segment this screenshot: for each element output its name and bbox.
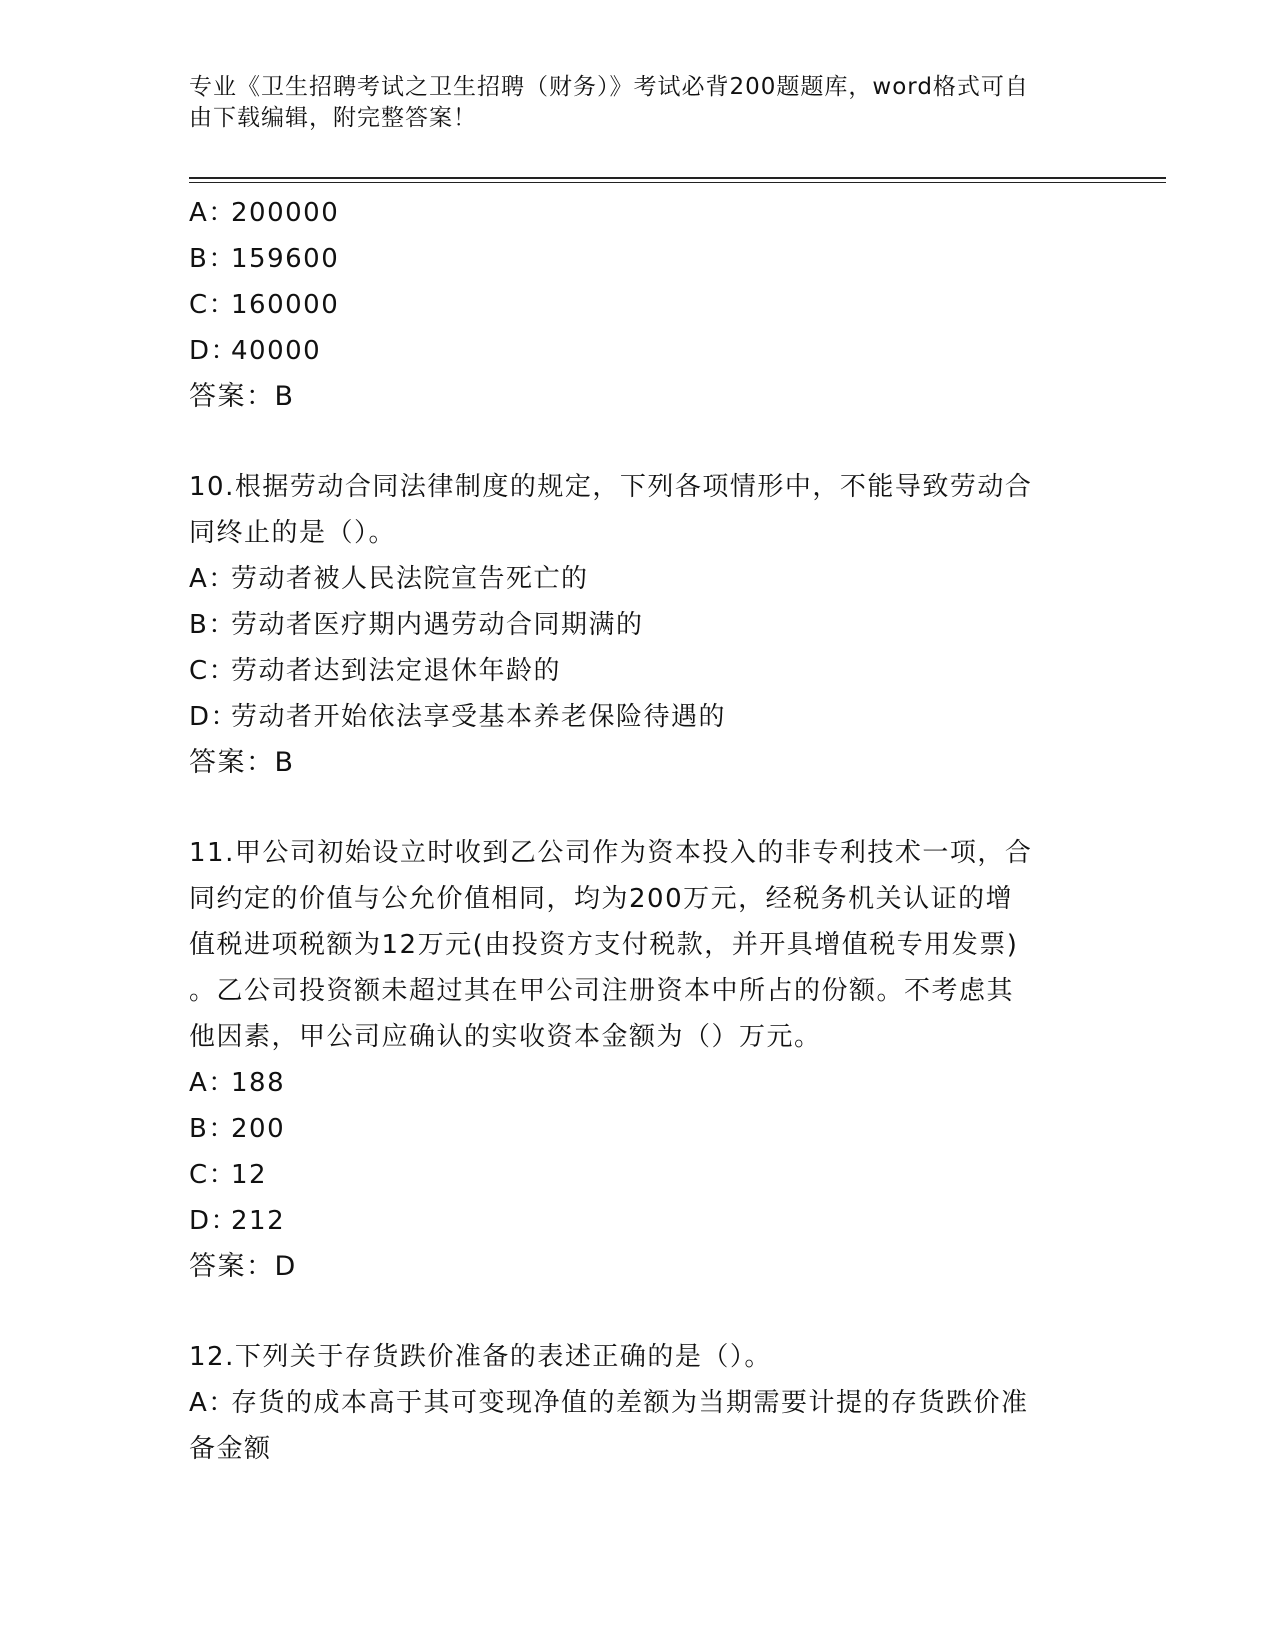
header-rule-thin (189, 182, 1166, 183)
document-header (189, 72, 1089, 134)
question-stem: 值税进项税额为12万元(由投资方支付税款，并开具增值税专用发票) (189, 930, 1019, 960)
question-stem: 12.下列关于存货跌价准备的表述正确的是（）。 (189, 1342, 772, 1372)
header-rule-thick (189, 177, 1166, 179)
option-c: C：劳动者达到法定退休年龄的 (189, 656, 562, 686)
option-c: C：160000 (189, 290, 340, 320)
option-a: A：200000 (189, 198, 340, 228)
spacer (189, 420, 1089, 464)
spacer (189, 786, 1089, 830)
question-11 (189, 830, 1089, 1290)
header-title-line-2: 由下载编辑，附完整答案！ (189, 105, 477, 131)
question-stem: 10.根据劳动合同法律制度的规定，下列各项情形中，不能导致劳动合 (189, 472, 1033, 502)
option-d: D：劳动者开始依法享受基本养老保险待遇的 (189, 702, 727, 732)
question-stem: 他因素，甲公司应确认的实收资本金额为（）万元。 (189, 1022, 822, 1052)
question-12 (189, 1334, 1089, 1472)
question-stem: 同约定的价值与公允价值相同，均为200万元，经税务机关认证的增 (189, 884, 1014, 914)
header-title-line-1: 专业《卫生招聘考试之卫生招聘（财务）》考试必背200题题库，word格式可自 (189, 74, 1029, 100)
answer: 答案：D (189, 1251, 297, 1282)
question-stem: 同终止的是（）。 (189, 518, 397, 548)
question-10 (189, 464, 1089, 786)
question-stem: 11.甲公司初始设立时收到乙公司作为资本投入的非专利技术一项，合 (189, 838, 1033, 868)
answer: 答案：B (189, 381, 295, 412)
option-a: A：存货的成本高于其可变现净值的差额为当期需要计提的存货跌价准 (189, 1388, 1029, 1418)
option-a-continued: 备金额 (189, 1434, 272, 1464)
question-9 (189, 190, 1089, 420)
option-a: A：劳动者被人民法院宣告死亡的 (189, 564, 589, 594)
document-body (189, 190, 1089, 1472)
answer: 答案：B (189, 747, 295, 778)
option-b: B：劳动者医疗期内遇劳动合同期满的 (189, 610, 644, 640)
option-c: C：12 (189, 1160, 268, 1190)
option-b: B：200 (189, 1114, 286, 1144)
option-d: D：40000 (189, 336, 322, 366)
option-d: D：212 (189, 1206, 286, 1236)
spacer (189, 1290, 1089, 1334)
option-b: B：159600 (189, 244, 340, 274)
option-a: A：188 (189, 1068, 286, 1098)
question-stem: 。乙公司投资额未超过其在甲公司注册资本中所占的份额。不考虑其 (189, 976, 1015, 1006)
